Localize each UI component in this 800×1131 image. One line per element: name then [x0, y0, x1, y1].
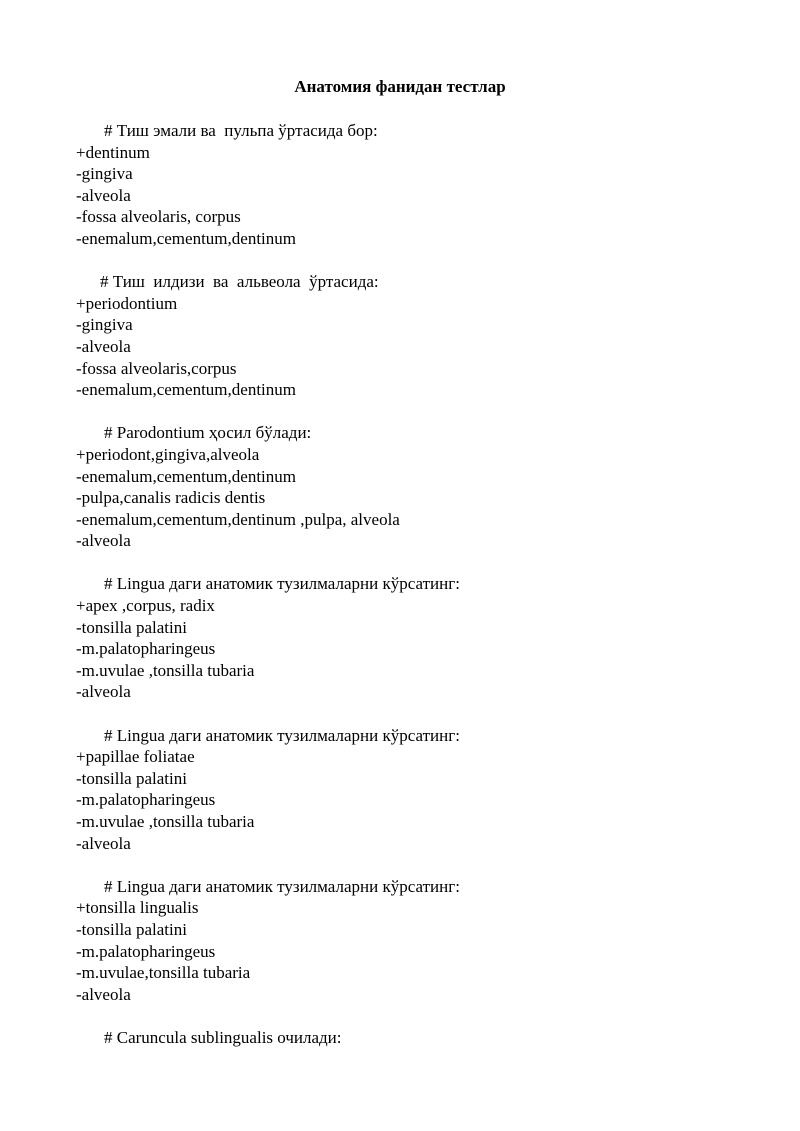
question-block [76, 876, 756, 1006]
answer-option: -m.uvulae ,tonsilla tubaria [76, 812, 255, 831]
answer-option: -alveola [76, 682, 131, 702]
answer-option: -pulpa,canalis radicis dentis [76, 488, 266, 508]
answer-option: -fossa alveolaris,corpus [76, 358, 237, 378]
question-block [76, 271, 756, 401]
answer-option: -enemalum,cementum,dentinum [76, 380, 296, 400]
question-block [76, 422, 756, 552]
answer-option: -m.uvulae ,tonsilla tubaria [76, 660, 255, 680]
answer-option: -m.uvulae,tonsilla tubaria [76, 963, 251, 983]
answer-option: -gingiva [76, 164, 133, 184]
answer-option: -alveola [76, 185, 131, 205]
question-block [76, 120, 756, 250]
answer-option: +periodont,gingiva,alveola [76, 444, 260, 464]
question-block [76, 725, 756, 855]
answer-option: +periodontium [76, 293, 178, 313]
answer-option: -enemalum,cementum,dentinum [76, 466, 296, 486]
answer-option: -enemalum,cementum,dentinum ,pulpa, alveola [76, 509, 400, 529]
question-list [76, 120, 756, 1070]
document-title: Анатомия фанидан тестлар [294, 77, 506, 96]
question-text: # Caruncula sublingualis очилади: [104, 1027, 342, 1047]
answer-option: -alveola [76, 531, 131, 551]
question-text: # Lingua даги анатомик тузилмаларни кўрсатинг: [104, 574, 460, 594]
answer-option: -alveola [76, 336, 131, 356]
answer-option: -m.palatopharingeus [76, 941, 216, 961]
question-text: # Lingua даги анатомик тузилмаларни кўрсатинг: [104, 876, 460, 896]
answer-option: -m.palatopharingeus [76, 790, 216, 810]
answer-option: -gingiva [76, 315, 133, 335]
question-text: # Тиш илдизи ва альвеола ўртасида: [100, 272, 379, 292]
answer-option: -tonsilla palatini [76, 919, 187, 939]
answer-option: -alveola [76, 833, 131, 853]
question-text: # Parodontium ҳосил бўлади: [104, 423, 312, 443]
question-block [76, 573, 756, 703]
answer-option: +tonsilla lingualis [76, 898, 199, 918]
answer-option: -m.palatopharingeus [76, 639, 216, 659]
question-text: # Тиш эмали ва пульпа ўртасида бор: [104, 121, 378, 140]
question-block [76, 1027, 756, 1049]
question-text: # Lingua даги анатомик тузилмаларни кўрсатинг: [104, 725, 460, 745]
answer-option: +papillae foliatae [76, 747, 195, 767]
answer-option: +dentinum [76, 142, 150, 162]
answer-option: -tonsilla palatini [76, 768, 187, 788]
answer-option: -alveola [76, 984, 131, 1004]
answer-option: +apex ,corpus, radix [76, 596, 215, 616]
answer-option: -enemalum,cementum,dentinum [76, 228, 296, 248]
answer-option: -tonsilla palatini [76, 617, 187, 637]
answer-option: -fossa alveolaris, corpus [76, 207, 241, 227]
